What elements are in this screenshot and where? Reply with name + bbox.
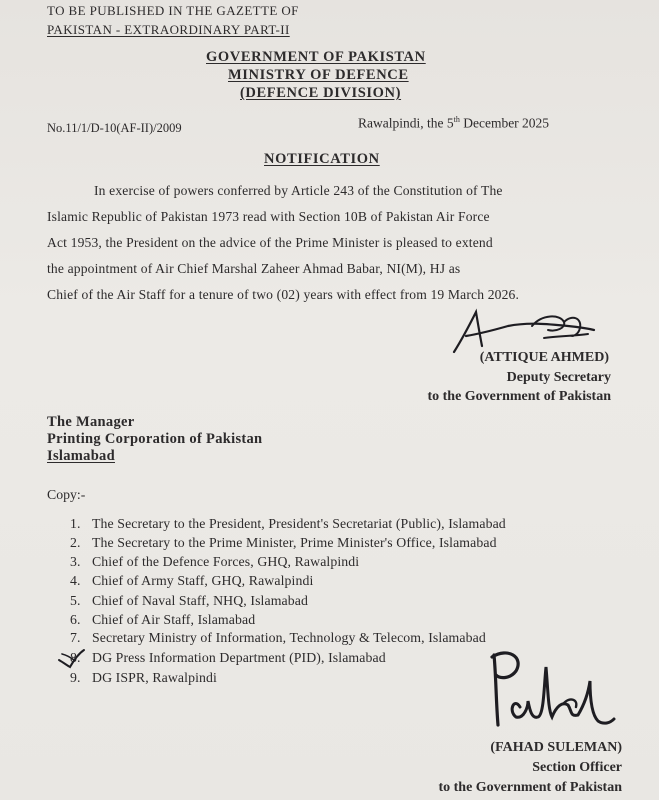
reference-number: No.11/1/D-10(AF-II)/2009 xyxy=(47,121,182,135)
copy-item-text: The Secretary to the President, President's Secretariat (Public), Islamabad xyxy=(92,516,506,531)
copy-item-number: 4. xyxy=(70,573,81,588)
government-heading: GOVERNMENT OF PAKISTAN xyxy=(206,49,426,65)
copy-item-number: 6. xyxy=(70,612,81,627)
signatory-2-designation: Section Officer xyxy=(532,760,622,775)
division-heading: (DEFENCE DIVISION) xyxy=(240,85,402,101)
copy-item-text: Secretary Ministry of Information, Technology & Telecom, Islamabad xyxy=(92,630,486,645)
signatory-2-name: (FAHAD SULEMAN) xyxy=(490,740,622,755)
gazette-line-1: TO BE PUBLISHED IN THE GAZETTE OF xyxy=(47,3,299,18)
addressee-line-3: Islamabad xyxy=(47,448,115,464)
copy-item-2 xyxy=(70,533,497,552)
copy-item-number: 8. xyxy=(70,650,81,665)
copy-label: Copy:- xyxy=(47,487,86,502)
copy-item-3 xyxy=(70,552,359,571)
copy-item-5 xyxy=(70,591,308,610)
copy-item-number: 2. xyxy=(70,535,81,550)
copy-item-number: 9. xyxy=(70,670,81,685)
place-date-prefix: Rawalpindi, the 5 xyxy=(358,115,454,131)
copy-item-text: Chief of the Defence Forces, GHQ, Rawalpindi xyxy=(92,554,360,569)
notification-title: NOTIFICATION xyxy=(264,151,380,167)
copy-item-number: 1. xyxy=(70,516,81,531)
body-line-4: the appointment of Air Chief Marshal Zaheer Ahmad Babar, NI(M), HJ as xyxy=(47,261,461,276)
body-line-2: Islamic Republic of Pakistan 1973 read with Section 10B of Pakistan Air Force xyxy=(47,209,490,224)
signature-fahad-suleman xyxy=(478,645,618,737)
copy-item-7 xyxy=(70,628,486,647)
copy-item-8 xyxy=(70,648,386,667)
copy-item-text: The Secretary to the Prime Minister, Prime Minister's Office, Islamabad xyxy=(92,535,497,550)
copy-item-text: DG Press Information Department (PID), Islamabad xyxy=(92,650,386,665)
body-line-5: Chief of the Air Staff for a tenure of two (02) years with effect from 19 March 2026. xyxy=(47,287,520,302)
body-line-3: Act 1953, the President on the advice of the Prime Minister is pleased to extend xyxy=(47,235,493,250)
copy-item-text: Chief of Army Staff, GHQ, Rawalpindi xyxy=(92,573,314,588)
copy-item-1 xyxy=(70,514,506,533)
copy-item-text: DG ISPR, Rawalpindi xyxy=(92,670,217,685)
gazette-line-2: PAKISTAN - EXTRAORDINARY PART-II xyxy=(47,22,290,37)
copy-item-6 xyxy=(70,610,255,629)
pen-tick-mark xyxy=(56,648,86,670)
signatory-1-name: (ATTIQUE AHMED) xyxy=(479,350,609,365)
signatory-2-org: to the Government of Pakistan xyxy=(438,780,622,795)
addressee-line-1: The Manager xyxy=(47,414,135,430)
copy-item-number: 5. xyxy=(70,593,81,608)
copy-item-text: Chief of Naval Staff, NHQ, Islamabad xyxy=(92,593,308,608)
place-date xyxy=(358,115,549,132)
signatory-1-org: to the Government of Pakistan xyxy=(427,389,611,404)
date-superscript: th xyxy=(453,115,460,124)
copy-item-text: Chief of Air Staff, Islamabad xyxy=(92,612,256,627)
copy-item-number: 3. xyxy=(70,554,81,569)
copy-item-number: 7. xyxy=(70,630,81,645)
body-line-1: In exercise of powers conferred by Article 243 of the Constitution of The xyxy=(94,183,503,198)
ministry-heading: MINISTRY OF DEFENCE xyxy=(228,67,409,83)
signatory-1-designation: Deputy Secretary xyxy=(506,370,611,385)
copy-item-4 xyxy=(70,571,313,590)
copy-item-9 xyxy=(70,668,217,687)
addressee-line-2: Printing Corporation of Pakistan xyxy=(47,431,263,447)
place-date-suffix: December 2025 xyxy=(459,115,550,131)
